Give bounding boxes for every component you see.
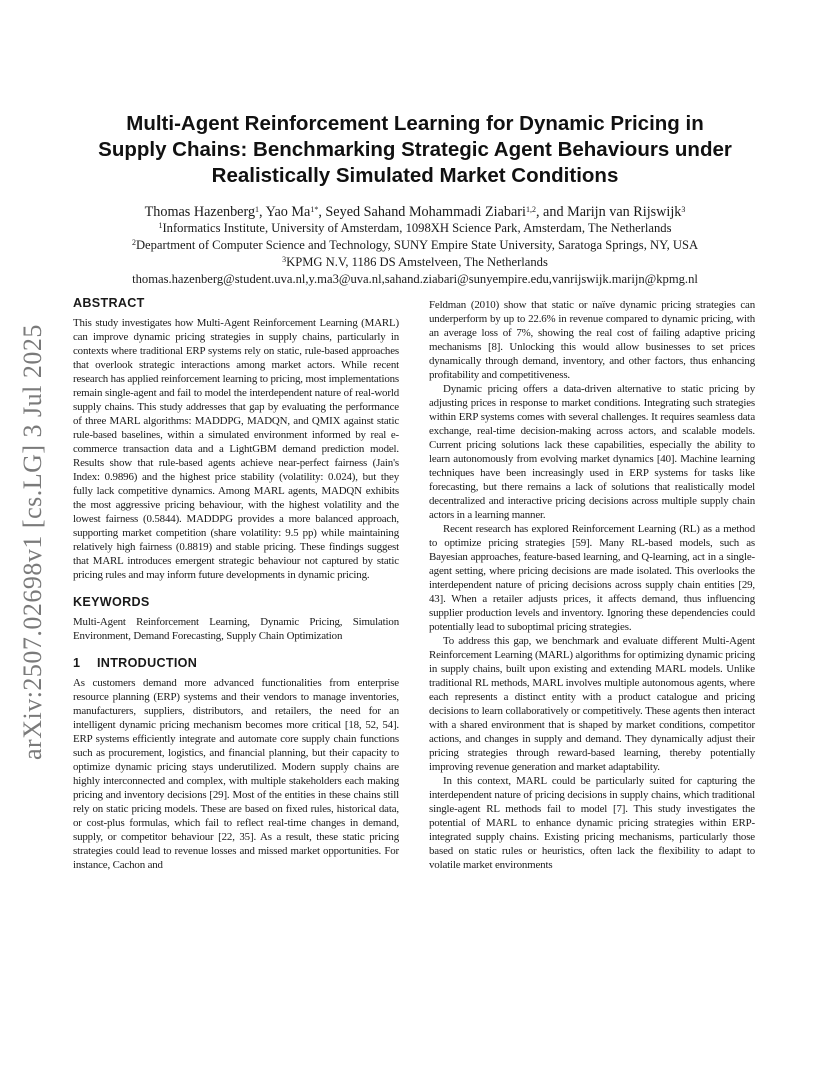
affiliation-line bbox=[40, 237, 790, 254]
abstract-text: This study investigates how Multi-Agent Reinforcement Learning (MARL) can improve dynamic pricing strategies in supply chains, particularly in contexts where traditional ERP systems rely on static, rule-based approaches that overlook strategic interactions among market actors. While recent research has applied reinforcement learning to pricing, most implementations remain single-agent and fail to model the interdependent nature of real-world supply chains. This study addresses that gap by evaluating the performance of three MARL algorithms: MADDPG, MADQN, and QMIX against static rule-based baselines, within a simulated environment informed by real e-commerce transaction data and a LightGBM demand prediction model. Results show that rule-based agents achieve near-perfect fairness (Jain's Index: 0.9896) and the highest price stability (volatility: 0.024), but they fully lack competitive dynamics. Among MARL agents, MADQN exhibits the most aggressive pricing behaviour, with the highest volatility and the lowest fairness (0.5844). MADDPG provides a more balanced approach, supporting market competition (share volatility: 9.5 pp) while maintaining relatively high fairness (0.8819) and stable pricing. These findings suggest that MARL introduces emergent strategic behaviour not captured by static pricing rules and may inform future developments in dynamic pricing. bbox=[73, 317, 399, 581]
affiliation-mark: 1 bbox=[158, 221, 163, 230]
author-name: Thomas Hazenberg bbox=[144, 204, 256, 220]
body-paragraph: Dynamic pricing offers a data-driven alternative to static pricing by adjusting prices in response to market conditions. Integrating such strategies within ERP systems comes with several challenges. It requires seamless data exchange, real-time decision-making across actors, and scalable models. Current pricing solutions lack these capabilities, especially the ability to learn autonomously from evolving market dynamics [40]. Machine learning techniques have been increasingly used in ERP systems for tasks like forecasting, but there remains a lack of solutions that realistically model decentralized and interactive pricing decisions across multiple supply chain actors in a learning manner. bbox=[429, 383, 755, 521]
body-paragraph: In this context, MARL could be particularly suited for capturing the interdependent nature of pricing decisions in supply chains, which traditional single-agent RL methods fail to model [7]. This study investigates the potential of MARL to enhance dynamic pricing strategies within ERP-integrated supply chains. Existing pricing mechanisms, particularly those based on static rules or heuristics, often lack the flexibility to adapt to volatile market environments bbox=[429, 775, 755, 871]
author-list: Thomas Hazenberg$^1$, Yao $Ma^{1*}$, Seyed Sahand Mohammadi Ziabari$^{1,2}$, and Marijn van Rijswijk$^3$ bbox=[144, 204, 686, 220]
affiliation-mark: 2 bbox=[131, 238, 136, 247]
introduction-heading bbox=[73, 655, 399, 671]
body-paragraph: As customers demand more advanced functionalities from enterprise resource planning (ERP) systems and their vendors to manage inventories, manufacturers, suppliers, distributors, and retailers, the need for an intelligent dynamic pricing mechanism becomes more critical [18, 52, 54]. ERP systems efficiently integrate and automate core supply chain functions such as procurement, logistics, and financial planning, but their capacity to optimize dynamic pricing stays underutilized. Modern supply chains are highly interconnected and complex, with multiple stakeholders each making pricing and inventory decisions [29]. Most of the entities in these chains still rely on static pricing models. These are based on fixed rules, historical data, or cost-plus formulas, which fail to reflect real-time changes in demand, supply, or competitor behaviour [22, 35]. As a result, these static pricing strategies could lead to revenue losses and missed market opportunities. For instance, Cachon and bbox=[73, 677, 399, 871]
paper-title bbox=[70, 111, 760, 189]
affiliation-line bbox=[40, 254, 790, 271]
section-number: 1 bbox=[73, 656, 81, 670]
author-name: Marijn van Rijswijk bbox=[567, 204, 682, 220]
body-paragraph: Feldman (2010) show that static or naïve dynamic pricing strategies can underperform by up to 22.6% in revenue compared to dynamic pricing, with an average loss of 7%, showing the real cost of failing adaptive pricing mechanisms [8]. Unlocking this would allow businesses to set prices dynamically through demand, inventory, and other factors, thus enhancing profitability and competitiveness. bbox=[429, 299, 755, 381]
author-affiliation-mark: 1,2 bbox=[525, 205, 536, 214]
author-emails: thomas.hazenberg@student.uva.nl,y.ma3@uva.nl,sahand.ziabari@sunyempire.edu,vanrijswijk.marijn@kpmg.nl bbox=[132, 272, 698, 286]
affiliation-text: Informatics Institute, University of Amsterdam, 1098XH Science Park, Amsterdam, The Netherlands bbox=[162, 221, 672, 235]
author-conjunction: and bbox=[543, 204, 564, 220]
affiliation-text: KPMG N.V, 1186 DS Amstelveen, The Netherlands bbox=[286, 255, 548, 269]
affiliation-block bbox=[40, 220, 790, 288]
title-line: Multi-Agent Reinforcement Learning for Dynamic Pricing in bbox=[126, 112, 704, 135]
author-affiliation-mark: 1* bbox=[310, 205, 319, 214]
title-line: Realistically Simulated Market Conditions bbox=[211, 164, 619, 187]
affiliation-text: Department of Computer Science and Technology, SUNY Empire State University, Saratoga Springs, NY, USA bbox=[135, 238, 699, 252]
body-paragraph: To address this gap, we benchmark and evaluate different Multi-Agent Reinforcement Learning (MARL) algorithms for optimizing dynamic pricing in supply chains, built upon existing and extending MARL models. Unlike traditional RL methods, MARL involves multiple autonomous agents, where each represents a distinct entity with a product catalogue and pricing decisions to learn collaboratively or competitively. These agents then interact with a shared environment that is shaped by market conditions, competitor actions, and changes in supply and demand. They dynamically adjust their pricing strategies through reward-based learning, thereby potentially improving revenue generation and market adaptability. bbox=[429, 635, 755, 773]
arxiv-identifier: arXiv:2507.02698v1 [cs.LG] 3 Jul 2025 bbox=[18, 324, 47, 760]
keywords-heading: KEYWORDS bbox=[73, 595, 150, 609]
section-title: INTRODUCTION bbox=[97, 656, 198, 670]
title-line: Supply Chains: Benchmarking Strategic Agent Behaviours under bbox=[98, 138, 732, 161]
author-name: Seyed Sahand Mohammadi Ziabari bbox=[325, 204, 526, 220]
keywords-text: Multi-Agent Reinforcement Learning, Dynamic Pricing, Simulation Environment, Demand Forecasting, Supply Chain Optimization bbox=[73, 616, 399, 642]
author-affiliation-mark: 3 bbox=[681, 205, 686, 214]
author-name: Yao Ma bbox=[265, 204, 311, 220]
body-paragraph: Recent research has explored Reinforcement Learning (RL) as a method to optimize pricing strategies [59]. Many RL-based models, such as Bayesian approaches, feature-based learning, and Q-learning, act in a single-agent setting, where pricing decisions are made isolated. This overlooks the interdependent nature of pricing decisions across supply chain entities [29, 43]. When a retailer adjusts prices, it affects demand, thus influencing supplier production levels and inventory. Ignoring these dependencies could potentially lead to suboptimal pricing strategies. bbox=[429, 523, 755, 633]
author-affiliation-mark: 1 bbox=[255, 205, 260, 214]
affiliation-mark: 3 bbox=[282, 255, 287, 264]
abstract-heading: ABSTRACT bbox=[73, 296, 145, 310]
left-column bbox=[73, 295, 399, 872]
affiliation-line bbox=[40, 220, 790, 237]
right-column bbox=[429, 298, 755, 872]
